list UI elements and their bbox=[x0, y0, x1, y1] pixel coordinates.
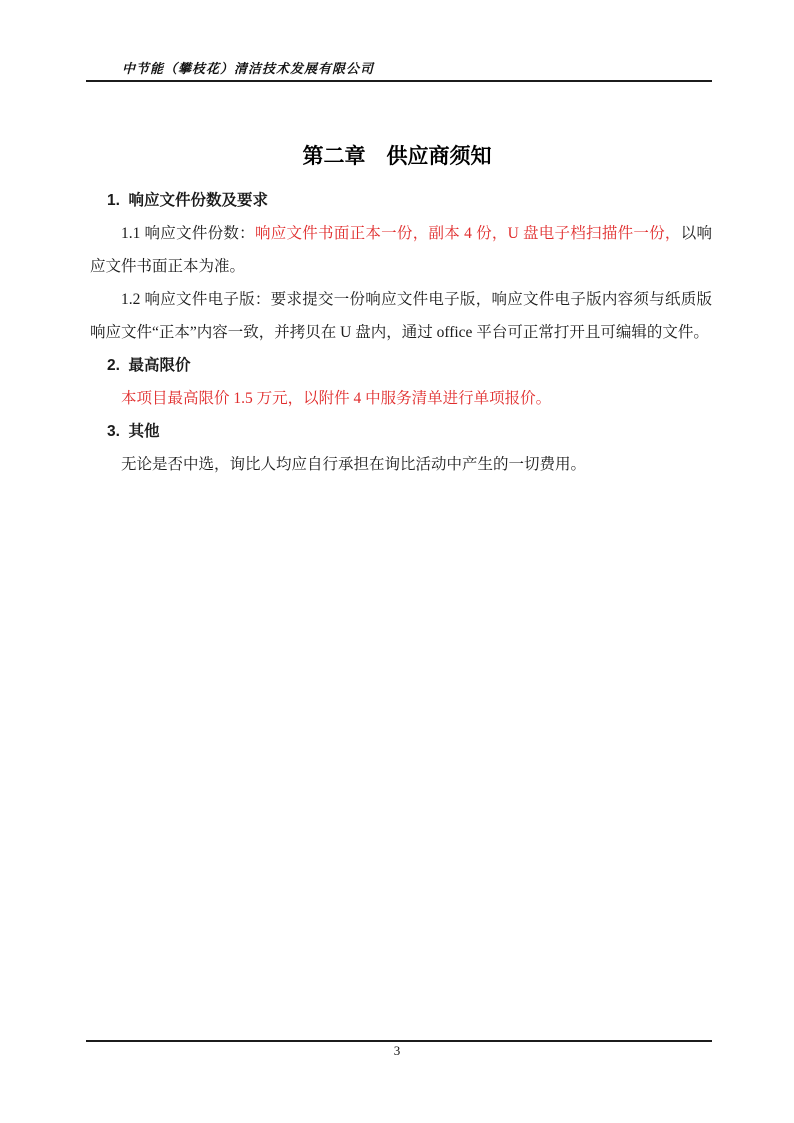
para-1-2: 1.2 响应文件电子版：要求提交一份响应文件电子版，响应文件电子版内容须与纸质版响应文件“正本”内容一致，并拷贝在 U 盘内，通过 office 平台可正常打开且可编辑的文件。 bbox=[90, 291, 712, 341]
company-name: 中节能（攀枝花）清洁技术发展有限公司 bbox=[122, 62, 375, 77]
page-header bbox=[86, 58, 712, 82]
chapter-title: 第二章 供应商须知 bbox=[302, 145, 492, 168]
para-1-1-tail: 以响应文件书面正本为准。 bbox=[90, 225, 712, 275]
section-1-heading: 1. 响应文件份数及要求 bbox=[107, 192, 269, 209]
para-1-1 bbox=[90, 217, 712, 283]
document-body bbox=[90, 184, 712, 481]
para-2-red-highlight: 本项目最高限价 1.5 万元，以附件 4 中服务清单进行单项报价。 bbox=[121, 390, 552, 407]
para-1-1-lead: 1.1 响应文件份数： bbox=[121, 225, 255, 242]
page-number: 3 bbox=[393, 1043, 401, 1058]
section-2-heading: 2. 最高限价 bbox=[107, 357, 191, 374]
para-1-1-red-highlight: 响应文件书面正本一份，副本 4 份，U 盘电子档扫描件一份， bbox=[254, 225, 681, 242]
section-3-heading: 3. 其他 bbox=[107, 423, 160, 440]
para-3: 无论是否中选，询比人均应自行承担在询比活动中产生的一切费用。 bbox=[121, 456, 587, 473]
footer-rule bbox=[86, 1040, 712, 1042]
